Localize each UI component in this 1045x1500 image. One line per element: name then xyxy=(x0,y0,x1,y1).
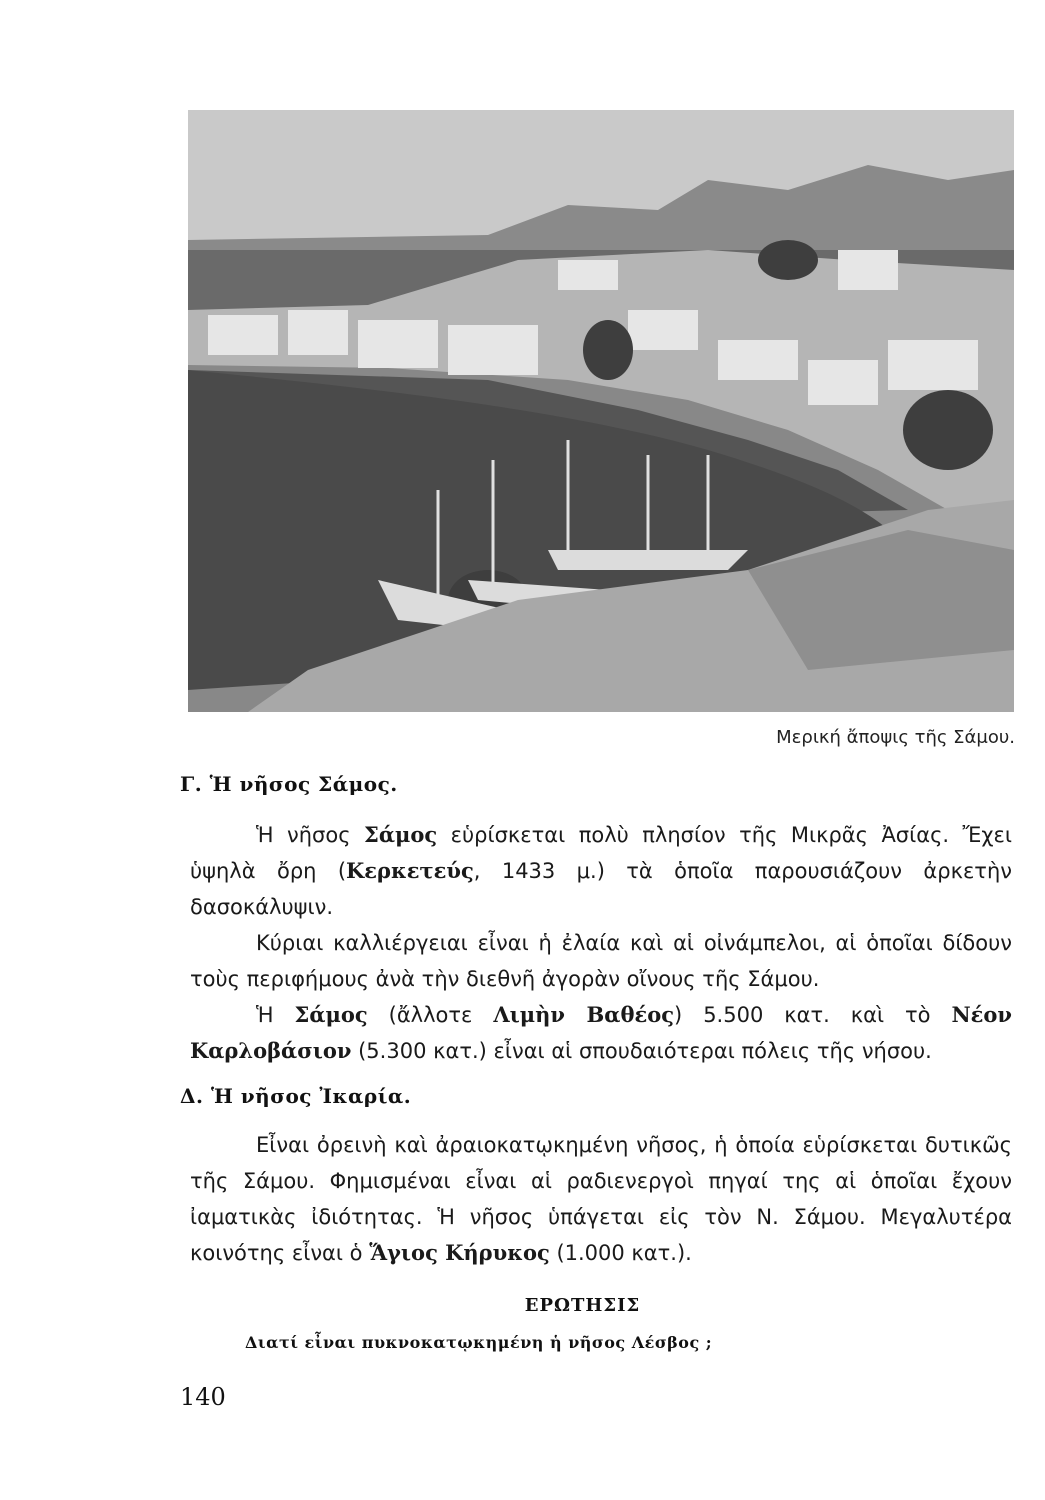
paragraph-ikaria: Εἶναι ὀρεινὴ καὶ ἀραιοκατῳκημένη νῆσος, ἡ ὁποία εὑρίσκεται δυτικῶς τῆς Σάμου. Φημισμέναι εἶναι αἱ ραδιενεργοὶ πηγαί της αἱ ὁποῖαι ἔχουν ἰαματικὰς ἰδιότητας. Ἡ νῆσος ὑπάγεται εἰς τὸν Ν. Σάμου. Μεγαλυτέρα κοινότης εἶναι ὁ Ἅγιος Κήρυκος (1.000 κατ.). xyxy=(190,1133,1012,1265)
paragraph-samos-location: Ἡ νῆσος Σάμος εὑρίσκεται πολὺ πλησίον τῆς Μικρᾶς Ἀσίας. Ἔχει ὑψηλὰ ὄρη (Κερκετεύς, 1433 μ.) τὰ ὁποῖα παρουσιάζουν ἀρκετὴν δασοκάλυψιν. xyxy=(190,822,1012,919)
section-heading-ikaria: Δ. Ἡ νῆσος Ἰκαρία. xyxy=(180,1084,412,1108)
paragraph-samos-crops: Κύριαι καλλιέργειαι εἶναι ἡ ἐλαία καὶ αἱ οἰνάμπελοι, αἱ ὁποῖαι δίδουν τοὺς περιφήμους ἀνὰ τὴν διεθνῆ ἀγορὰν οἴνους τῆς Σάμου. xyxy=(190,931,1012,991)
page-number: 140 xyxy=(180,1383,226,1411)
harbor-illustration xyxy=(188,110,1014,712)
section-heading-samos: Γ. Ἡ νῆσος Σάμος. xyxy=(180,772,398,796)
questions-heading: ΕΡΩΤΗΣΙΣ xyxy=(524,1295,641,1316)
photo-caption: Μερική ἄποψις τῆς Σάμου. xyxy=(776,727,1015,748)
paragraph-samos-towns: Ἡ Σάμος (ἄλλοτε Λιμὴν Βαθέος) 5.500 κατ. καὶ τὸ Νέον Καρλοβάσιον (5.300 κατ.) εἶναι αἱ σπουδαιότεραι πόλεις τῆς νήσου. xyxy=(190,1002,1012,1063)
question-lesvos: Διατί εἶναι πυκνοκατῳκημένη ἡ νῆσος Λέσβος ; xyxy=(245,1333,713,1352)
samos-harbor-photo xyxy=(188,110,1014,712)
